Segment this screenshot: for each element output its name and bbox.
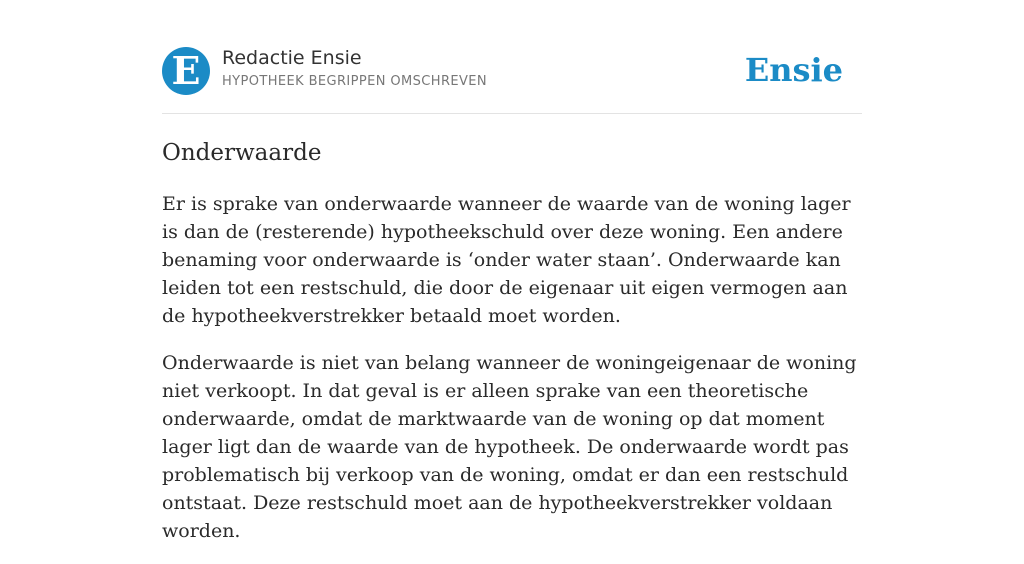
article-paragraph: Er is sprake van onderwaarde wanneer de waarde van de woning lager is dan de (resterende) hypotheekschuld over deze woning. Een andere benaming voor onderwaarde is ‘onder water staan’. Onderwaarde kan leiden tot een restschuld, die door de eigenaar uit eigen vermogen aan de hypotheekverstrekker betaald moet worden. (162, 193, 851, 327)
article-paragraph: Onderwaarde is niet van belang wanneer de woningeigenaar de woning niet verkoopt. In dat geval is er alleen sprake van een theoretische onderwaarde, omdat de marktwaarde van de woning op dat moment lager ligt dan de waarde van de hypotheek. De onderwaarde wordt pas problematisch bij verkoop van de woning, omdat er dan een restschuld ontstaat. Deze restschuld moet aan de hypotheekverstrekker voldaan worden. (162, 352, 857, 542)
article-body (162, 190, 862, 564)
article-card (162, 0, 862, 542)
author-name[interactable]: Redactie Ensie (222, 47, 362, 69)
article-title: Onderwaarde (162, 140, 322, 166)
brand-logo[interactable]: Ensie (744, 51, 843, 89)
article-header (162, 0, 862, 114)
category-tags[interactable]: HYPOTHEEK BEGRIPPEN OMSCHREVEN (222, 74, 488, 89)
author-avatar[interactable]: E (162, 47, 210, 95)
